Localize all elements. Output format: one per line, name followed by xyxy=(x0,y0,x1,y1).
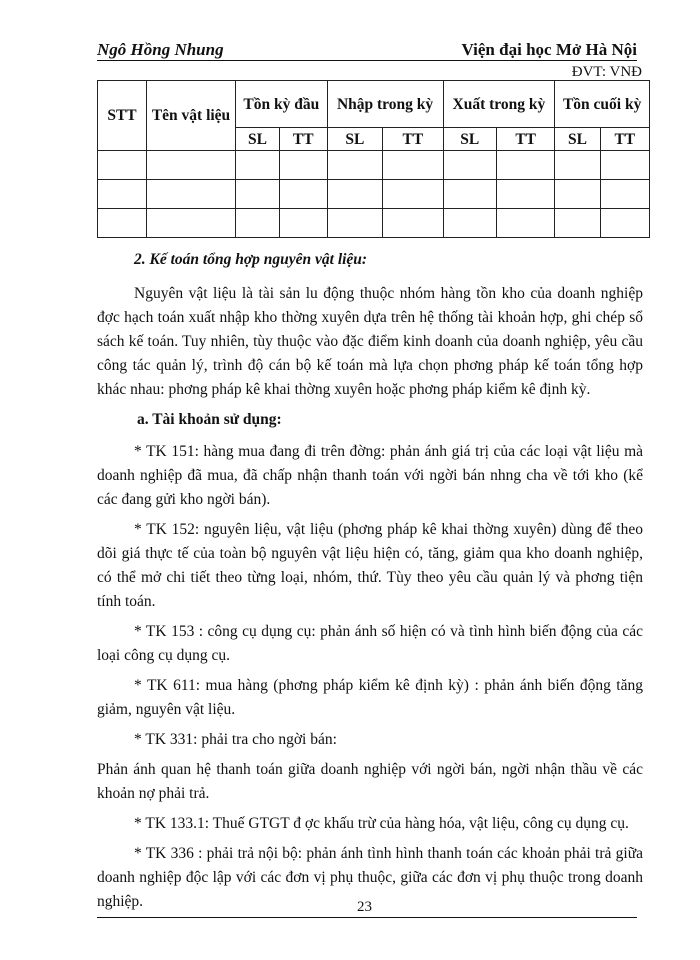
subcol-sl: SL xyxy=(236,128,280,151)
page-number: 23 xyxy=(357,899,372,915)
subcol-sl: SL xyxy=(443,128,497,151)
institution-name: Viện đại học Mở Hà Nội xyxy=(461,40,637,59)
col-material-name: Tên vật liệu xyxy=(147,81,236,151)
paragraph-tk336: * TK 336 : phải trả nội bộ: phản ánh tình hình thanh toán các khoản phải trả giữa doanh nghiệp độc lập với các đơn vị phụ thuộc, giữa các đơn vị phụ thuộc trong doanh nghiệp. xyxy=(97,845,643,910)
section-heading: 2. Kế toán tổng hợp nguyên vật liệu: xyxy=(134,251,368,268)
currency-unit: ĐVT: VNĐ xyxy=(571,64,642,80)
subcol-sl: SL xyxy=(327,128,383,151)
subcol-tt: TT xyxy=(497,128,555,151)
subcol-sl: SL xyxy=(555,128,600,151)
col-closing: Tồn cuối kỳ xyxy=(555,81,650,128)
subcol-tt: TT xyxy=(383,128,443,151)
page-body xyxy=(97,248,643,920)
table-row xyxy=(98,151,650,180)
materials-ledger-table xyxy=(97,80,650,238)
author-name: Ngô Hồng Nhung xyxy=(97,40,224,59)
footer-rule xyxy=(97,917,637,918)
col-import: Nhập trong kỳ xyxy=(327,81,443,128)
intro-paragraph: Nguyên vật liệu là tài sản lu động thuộc nhóm hàng tồn kho của doanh nghiệp đợc hạch toán xuất nhập kho thờng xuyên dựa trên hệ thống tài khoản hợp, ghi chép sổ sách kế toán. Tuy nhiên, tùy thuộc vào đặc điểm kinh doanh của doanh nghiệp, yêu cầu công tác quản lý, trình độ cán bộ kế toán mà lựa chọn phơng pháp kế toán tổng hợp khác nhau: phơng pháp kê khai thờng xuyên hoặc phơng pháp kiểm kê định kỳ. xyxy=(97,285,643,398)
col-stt: STT xyxy=(98,81,147,151)
paragraph-tk331: * TK 331: phải tra cho ngời bán: xyxy=(134,731,337,748)
paragraph-tk331-desc: Phản ánh quan hệ thanh toán giữa doanh nghiệp với ngời bán, ngời nhận thầu về các khoản nợ phải trả. xyxy=(97,761,643,802)
paragraph-tk151: * TK 151: hàng mua đang đi trên đờng: phản ánh giá trị của các loại vật liệu mà doanh nghiệp đã mua, đã chấp nhận thanh toán với ngời bán nhng cha về tới kho (kể các đang gửi kho ngời bán). xyxy=(97,443,643,508)
paragraph-tk1331: * TK 133.1: Thuế GTGT đ ợc khấu trừ của hàng hóa, vật liệu, công cụ dụng cụ. xyxy=(134,815,629,832)
page-header xyxy=(97,40,637,62)
subcol-tt: TT xyxy=(279,128,327,151)
subcol-tt: TT xyxy=(600,128,649,151)
header-rule xyxy=(97,60,637,61)
paragraph-tk153: * TK 153 : công cụ dụng cụ: phản ánh số hiện có và tình hình biến động của các loại công cụ dụng cụ. xyxy=(97,623,643,664)
paragraph-tk152: * TK 152: nguyên liệu, vật liệu (phơng pháp kê khai thờng xuyên) dùng để theo dõi giá thực tế của toàn bộ nguyên vật liệu hiện có, tăng, giảm qua kho doanh nghiệp, có thể mở chi tiết theo từng loại, nhóm, thứ. Tùy theo yêu cầu quản lý và phơng tiện tính toán. xyxy=(97,521,643,610)
table-row xyxy=(98,209,650,238)
subsection-heading: a. Tài khoản sử dụng: xyxy=(137,411,282,428)
col-opening: Tồn kỳ đầu xyxy=(236,81,328,128)
table-row xyxy=(98,180,650,209)
paragraph-tk611: * TK 611: mua hàng (phơng pháp kiểm kê định kỳ) : phản ánh biến động tăng giảm, nguyên vật liệu. xyxy=(97,677,643,718)
col-export: Xuất trong kỳ xyxy=(443,81,555,128)
